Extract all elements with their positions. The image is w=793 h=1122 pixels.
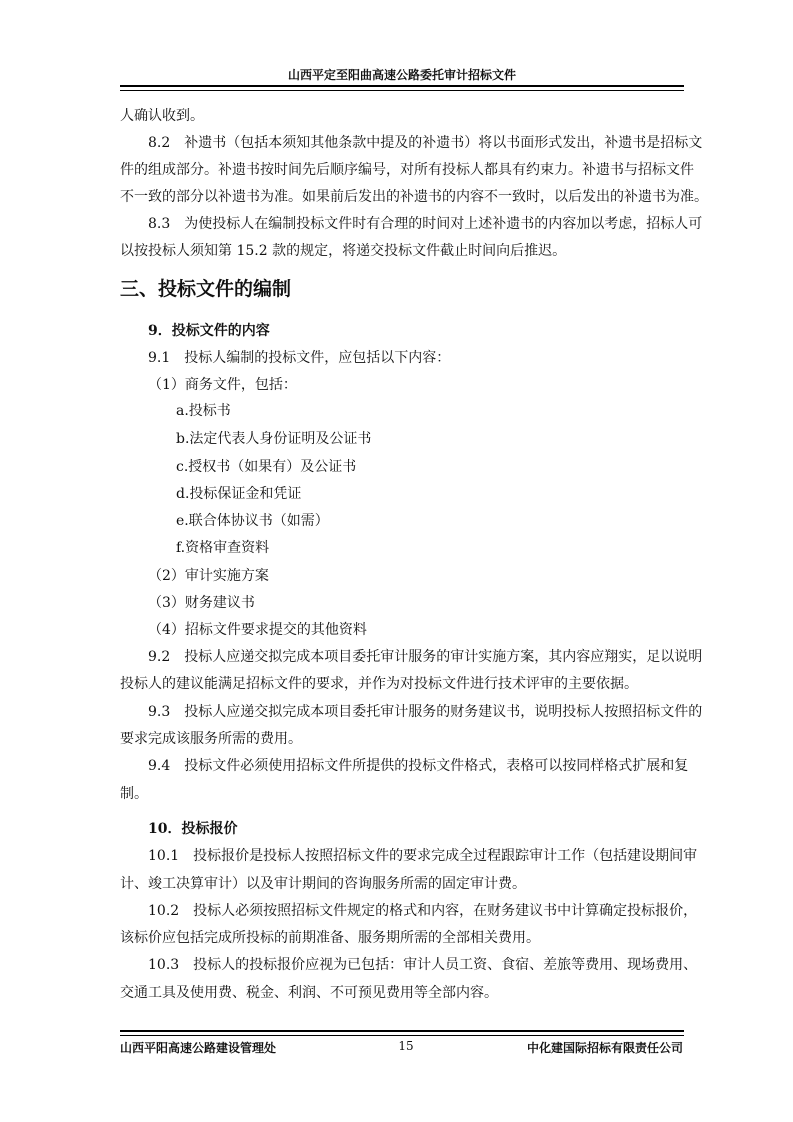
list-item: f.资格审查资料 bbox=[176, 540, 270, 556]
body-line: 制。 bbox=[120, 786, 148, 802]
list-item: b.法定代表人身份证明及公证书 bbox=[176, 431, 372, 447]
body-line: 10.3 投标人的投标报价应视为已包括：审计人员工资、食宿、差旅等费用、现场费用、 bbox=[148, 957, 698, 973]
body-line: 该标价应包括完成所投标的前期准备、服务期所需的全部相关费用。 bbox=[120, 930, 540, 946]
body-line: 不一致的部分以补遗书为准。如果前后发出的补遗书的内容不一致时，以后发出的补遗书为准。 bbox=[120, 189, 708, 205]
list-item: e.联合体协议书（如需） bbox=[176, 513, 329, 529]
footer-right: 中化建国际招标有限责任公司 bbox=[526, 1041, 683, 1055]
list-item: （1）商务文件，包括： bbox=[148, 377, 297, 393]
body-line: 9.2 投标人应递交拟完成本项目委托审计服务的审计实施方案，其内容应翔实，足以说明 bbox=[148, 649, 703, 665]
body-line: 9.1 投标人编制的投标文件，应包括以下内容： bbox=[148, 350, 451, 366]
body-line: 10.2 投标人必须按照招标文件规定的格式和内容，在财务建议书中计算确定投标报价， bbox=[148, 903, 698, 919]
running-header: 山西平定至阳曲高速公路委托审计招标文件 bbox=[287, 68, 516, 82]
subsection-heading: 9．投标文件的内容 bbox=[148, 323, 270, 339]
body-line: 件的组成部分。补遗书按时间先后顺序编号，对所有投标人都具有约束力。补遗书与招标文件 bbox=[120, 162, 694, 178]
list-item: c.授权书（如果有）及公证书 bbox=[176, 459, 357, 475]
body-line: 计、竣工决算审计）以及审计期间的咨询服务所需的固定审计费。 bbox=[120, 876, 526, 892]
list-item: （3）财务建议书 bbox=[148, 595, 255, 611]
page-number: 15 bbox=[398, 1039, 414, 1053]
list-item: a.投标书 bbox=[176, 403, 231, 419]
body-line: 以按投标人须知第 15.2 款的规定，将递交投标文件截止时间向后推迟。 bbox=[120, 243, 567, 259]
body-line: 交通工具及使用费、税金、利润、不可预见费用等全部内容。 bbox=[120, 985, 498, 1001]
footer-rule bbox=[120, 1030, 684, 1036]
list-item: （4）招标文件要求提交的其他资料 bbox=[148, 622, 367, 638]
body-line: 8.2 补遗书（包括本须知其他条款中提及的补遗书）将以书面形式发出，补遗书是招标文 bbox=[148, 135, 703, 151]
list-item: （2）审计实施方案 bbox=[148, 568, 269, 584]
header-rule bbox=[120, 85, 684, 91]
body-line: 9.3 投标人应递交拟完成本项目委托审计服务的财务建议书，说明投标人按照招标文件的 bbox=[148, 704, 703, 720]
body-line: 10.1 投标报价是投标人按照招标文件的要求完成全过程跟踪审计工作（包括建设期间审 bbox=[148, 848, 698, 864]
list-item: d.投标保证金和凭证 bbox=[176, 486, 302, 502]
body-line: 9.4 投标文件必须使用招标文件所提供的投标文件格式，表格可以按同样格式扩展和复 bbox=[148, 758, 689, 774]
body-line: 人确认收到。 bbox=[120, 108, 204, 124]
body-line: 要求完成该服务所需的费用。 bbox=[120, 731, 302, 747]
section-heading: 三、投标文件的编制 bbox=[120, 278, 292, 300]
subsection-heading: 10．投标报价 bbox=[148, 821, 238, 837]
footer-left: 山西平阳高速公路建设管理处 bbox=[120, 1041, 277, 1055]
body-line: 投标人的建议能满足招标文件的要求，并作为对投标文件进行技术评审的主要依据。 bbox=[120, 676, 638, 692]
body-line: 8.3 为使投标人在编制投标文件时有合理的时间对上述补遗书的内容加以考虑，招标人可 bbox=[148, 216, 703, 232]
